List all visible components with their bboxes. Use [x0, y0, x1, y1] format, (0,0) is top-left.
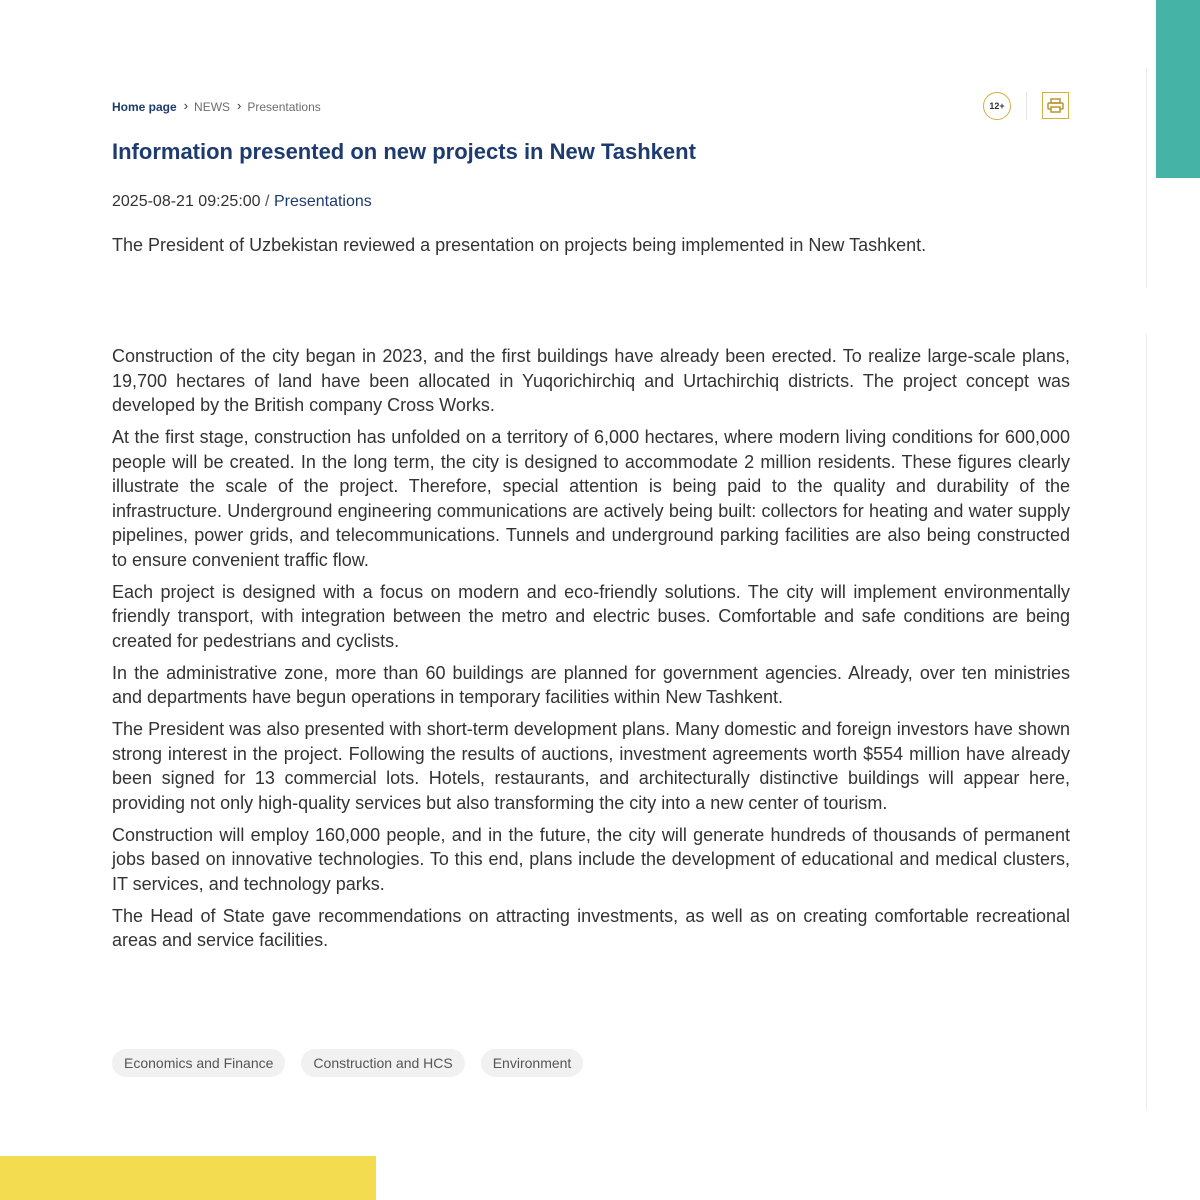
article-paragraph: The Head of State gave recommendations on attracting investments, as well as on creating comfortable recreational areas and service facilities.	[112, 905, 1070, 950]
right-divider-bottom	[1146, 334, 1147, 1110]
chevron-right-icon: ›	[183, 98, 189, 113]
article-paragraph: Construction of the city began in 2023, and the first buildings have already been erected. To realize large-scale plans, 19,700 hectares of land have been allocated in Yuqorichirchiq and Urtachirchiq districts. The project concept was developed by the British company Cross Works.	[112, 346, 1070, 415]
meta-separator: /	[265, 193, 270, 210]
article-paragraph: In the administrative zone, more than 60 buildings are planned for government agencies. Already, over ten ministries and departments have begun operations in temporary facilities within New Tashkent.	[112, 662, 1070, 707]
toolbar-divider	[1026, 92, 1027, 120]
tag-economics-and-finance[interactable]: Economics and Finance	[112, 1049, 285, 1077]
age-rating-badge: 12+	[983, 92, 1011, 120]
breadcrumb-news-link[interactable]: NEWS	[194, 99, 231, 114]
tag-environment[interactable]: Environment	[481, 1049, 584, 1077]
article-title: Information presented on new projects in New Tashkent	[112, 139, 696, 164]
tag-list	[112, 1049, 583, 1077]
article-lead: The President of Uzbekistan reviewed a presentation on projects being implemented in New Tashkent.	[112, 235, 927, 255]
article-paragraph: The President was also presented with short-term development plans. Many domestic and foreign investors have shown strong interest in the project. Following the results of auctions, investment agreements worth $554 million have already been signed for 13 commercial lots. Hotels, restaurants, and architecturally distinctive buildings will appear here, providing not only high-quality services but also transforming the city into a new center of tourism.	[112, 719, 1070, 813]
breadcrumb	[112, 99, 321, 114]
teal-accent-bar	[1156, 0, 1200, 178]
article-body	[112, 344, 1070, 960]
article-datetime: 2025-08-21 09:25:00	[112, 193, 261, 210]
breadcrumb-home-link[interactable]: Home page	[112, 99, 177, 114]
tag-construction-and-hcs[interactable]: Construction and HCS	[301, 1049, 464, 1077]
right-divider-top	[1146, 68, 1147, 288]
article-paragraph: At the first stage, construction has unfolded on a territory of 6,000 hectares, where modern living conditions for 600,000 people will be created. In the long term, the city is designed to accommodate 2 million residents. These figures clearly illustrate the scale of the project. Therefore, special attention is being paid to the quality and durability of the infrastructure. Underground engineering communications are actively being built: collectors for heating and water supply pipelines, power grids, and telecommunications. Tunnels and underground parking facilities are also being constructed to ensure convenient traffic flow.	[112, 427, 1070, 570]
article-category-link[interactable]: Presentations	[273, 193, 372, 210]
printer-icon	[1047, 98, 1064, 113]
breadcrumb-current: Presentations	[247, 99, 321, 114]
yellow-accent-bar	[0, 1156, 376, 1200]
print-button[interactable]	[1042, 92, 1069, 119]
article-paragraph: Construction will employ 160,000 people, and in the future, the city will generate hundreds of thousands of permanent jobs based on innovative technologies. To this end, plans include the development of educational and medical clusters, IT services, and technology parks.	[112, 824, 1070, 894]
article-paragraph: Each project is designed with a focus on modern and eco-friendly solutions. The city will implement environmentally friendly transport, with integration between the metro and electric buses. Comfortable and safe conditions are being created for pedestrians and cyclists.	[112, 581, 1070, 651]
article-meta	[112, 193, 372, 211]
chevron-right-icon: ›	[237, 98, 242, 113]
